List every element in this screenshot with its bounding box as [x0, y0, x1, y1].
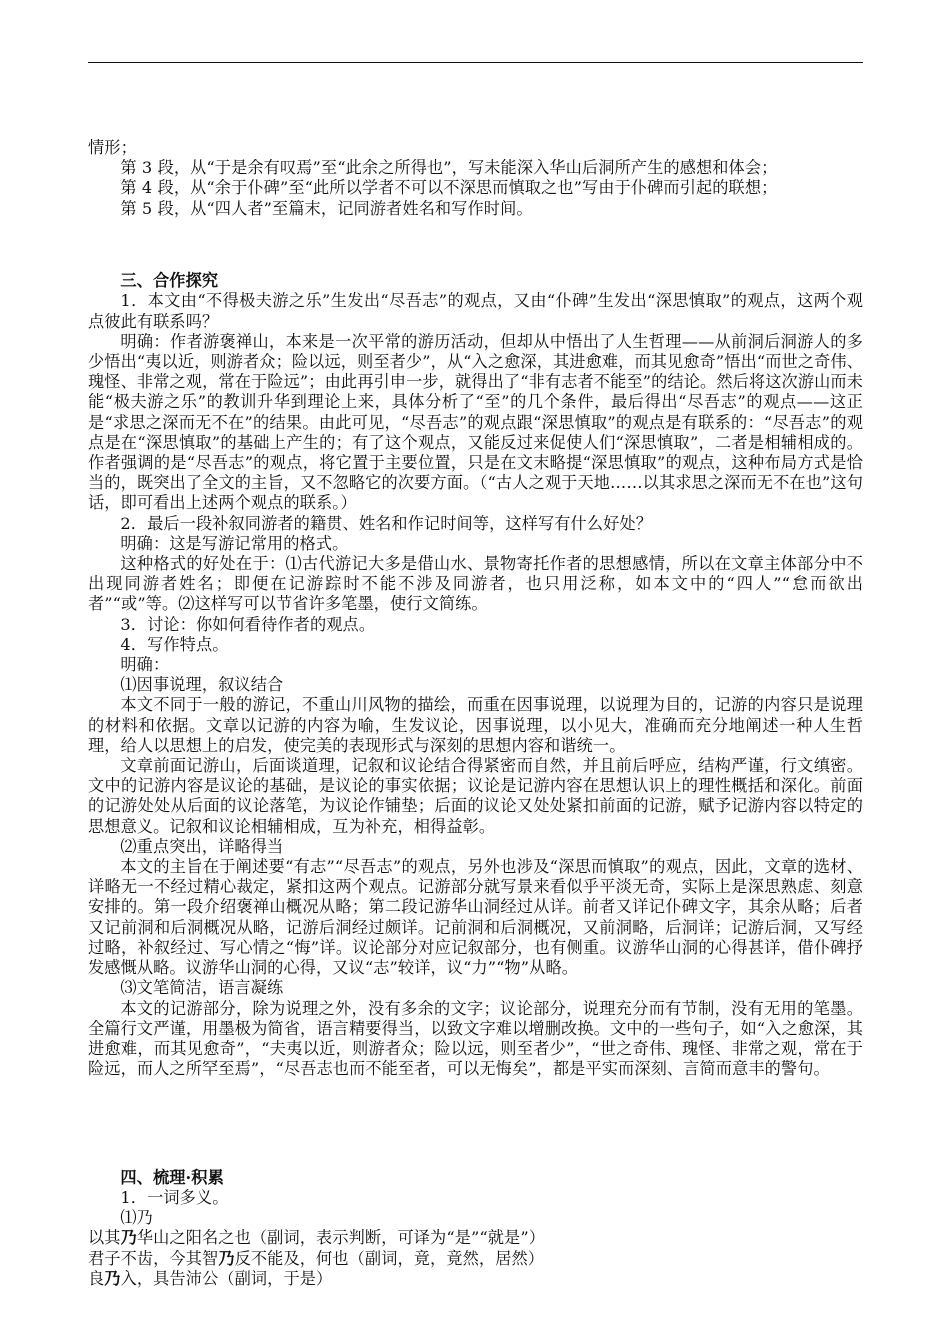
example-line: [88, 1249, 863, 1269]
paragraph: 4．写作特点。: [120, 634, 229, 654]
example-post: 华山之阳名之也（副词，表示判断，可译为“是”“就是”）: [136, 1228, 545, 1248]
example-keyword: 乃: [218, 1248, 235, 1268]
paragraph: 明确：这是写游记常用的格式。: [120, 533, 349, 553]
paragraph: 2．最后一段补叙同游者的籍贯、姓名和作记时间等，这样写有什么好处？: [120, 513, 652, 533]
paragraph: 文章前面记游山，后面谈道理，记叙和议论结合得紧密而自然，并且前后呼应，结构严谨，行文缜密。文中的记游内容是议论的基础，是议论的事实依据；议论是记游内容在思想认识上的理性概括和深化。前面的记游处处从后面的议论落笔，为议论作铺垫；后面的议论又处处紧扣前面的记游，赋予记游内容以特定的思想意义。记叙和议论相辅相成，互为补充，相得益彰。: [88, 756, 863, 836]
paragraph: ⑴乃: [120, 1208, 153, 1228]
example-pre: 以其: [88, 1228, 121, 1248]
paragraph: 情形；: [88, 138, 137, 157]
spacer: [88, 1096, 863, 1116]
paragraph: 明确：: [120, 655, 170, 675]
page-content: [88, 138, 863, 1289]
header-rule: [88, 62, 863, 63]
body-paragraphs: [88, 138, 863, 1228]
paragraph: 第 4 段，从“余于仆碑”至“此所以学者不可以不深思而慎取之也”写由于仆碑而引起的联想；: [120, 178, 778, 198]
example-keyword: 乃: [120, 1228, 137, 1248]
paragraph: 3．讨论：你如何看待作者的观点。: [120, 614, 376, 634]
paragraph: 本文的记游部分，除为说理之外，没有多余的文字；议论部分，说理充分而有节制，没有无用的笔墨。全篇行文严谨，用墨极为简省，语言精要得当，以致文字难以增删改换。文中的一些句子，如“入之愈深，其进愈难，而其见愈奇”，“夫夷以近，则游者众；险以远，则至者少”，“世之奇伟、瑰怪、非常之观，常在于险远，而人之所罕至焉”，“尽吾志也而不能至者，可以无悔矣”，都是平实而深刻、言简而意丰的警句。: [88, 998, 863, 1079]
paragraph: ⑴因事说理，叙议结合: [120, 675, 284, 695]
example-pre: 君子不齿，今其智: [88, 1248, 219, 1268]
paragraph: 明确：作者游褒禅山，本来是一次平常的游历活动，但却从中悟出了人生哲理——从前洞后洞游人的多少悟出“夷以近，则游者众；险以远，则至者少”，从“入之愈深，其进愈难，而其见愈奇”悟出“而世之奇伟、瑰怪、非常之观，常在于险远”；由此再引申一步，就得出了“非有志者不能至”的结论。然后将这次游山而未能“极夫游之乐”的教训升华到理论上来，具体分析了“至”的几个条件，最后得出“尽吾志”的观点——这正是“求思之深而无不在”的结果。由此可见，“尽吾志”的观点跟“深思慎取”的观点是有联系的：“尽吾志”的观点是在“深思慎取”的基础上产生的；有了这个观点，又能反过来促使人们“深思慎取”，二者是相辅相成的。作者强调的是“尽吾志”的观点，将它置于主要位置，只是在文末略提“深思慎取”的观点，这种布局方式是恰当的，既突出了全文的主旨，又不忽略它的次要方面。（“古人之观于天地……以其求思之深而无不在也”这句话，即可看出上述两个观点的联系。）: [88, 331, 863, 513]
paragraph: ⑶文笔简洁，语言凝练: [120, 978, 284, 998]
example-post: 入，具告沛公（副词，于是）: [120, 1268, 333, 1288]
paragraph: 1．一词多义。: [120, 1188, 229, 1208]
paragraph: 本文的主旨在于阐述要“有志”“尽吾志”的观点，另外也涉及“深思而慎取”的观点，因此，文章的选材、详略无一不经过精心裁定，紧扣这两个观点。记游部分就写景来看似乎平淡无奇，实际上是深思熟虑、刻意安排的。第一段介绍褒禅山概况从略；第二段记游华山洞经过从详。前者又详记仆碑文字，其余从略；后者又记前洞和后洞概况从略，记游后洞经过颇详。记前洞和后洞概况，又前洞略，后洞详；记游后洞，又写经过略，补叙经过、写心情之“悔”详。议论部分对应记叙部分，也有侧重。议游华山洞的心得甚详，借仆碑抒发感慨从略。议游华山洞的心得，又议“志”较详，议“力”“物”从略。: [88, 857, 863, 978]
spacer: [88, 1132, 863, 1152]
example-line: [88, 1228, 863, 1248]
paragraph: 这种格式的好处在于：⑴古代游记大多是借山水、景物寄托作者的思想感情，所以在文章主体部分中不出现同游者姓名；即便在记游踪时不能不涉及同游者，也只用泛称，如本文中的“四人”“怠而欲出者”“或”等。⑵这样写可以节省许多笔墨，使行文简练。: [88, 554, 863, 614]
example-line: [88, 1269, 863, 1289]
paragraph: 第 5 段，从“四人者”至篇末，记同游者姓名和写作时间。: [120, 198, 533, 218]
paragraph: ⑵重点突出，详略得当: [120, 836, 284, 856]
example-pre: 良: [88, 1268, 105, 1288]
example-keyword: 乃: [104, 1268, 121, 1288]
example-post: 反不能及，何也（副词，竟，竟然，居然）: [234, 1248, 545, 1268]
section-heading: 四、梳理·积累: [120, 1167, 224, 1187]
paragraph: 1．本文由“不得极夫游之乐”生发出“尽吾志”的观点，又由“仆碑”生发出“深思慎取”的观点，这两个观点彼此有联系吗？: [88, 291, 863, 331]
paragraph: 第 3 段，从“于是余有叹焉”至“此余之所得也”，写未能深入华山后洞所产生的感想和体会；: [120, 158, 778, 178]
paragraph: 本文不同于一般的游记，不重山川风物的描绘，而重在因事说理，以说理为目的，记游的内容只是说理的材料和依据。文章以记游的内容为喻，生发议论，因事说理，以小见大，准确而充分地阐述一种人生哲理，给人以思想上的启发，使完美的表现形式与深刻的思想内容和谐统一。: [88, 695, 863, 755]
section-heading: 三、合作探究: [120, 271, 219, 291]
example-sentences: [88, 1228, 863, 1289]
spacer: [88, 235, 863, 255]
